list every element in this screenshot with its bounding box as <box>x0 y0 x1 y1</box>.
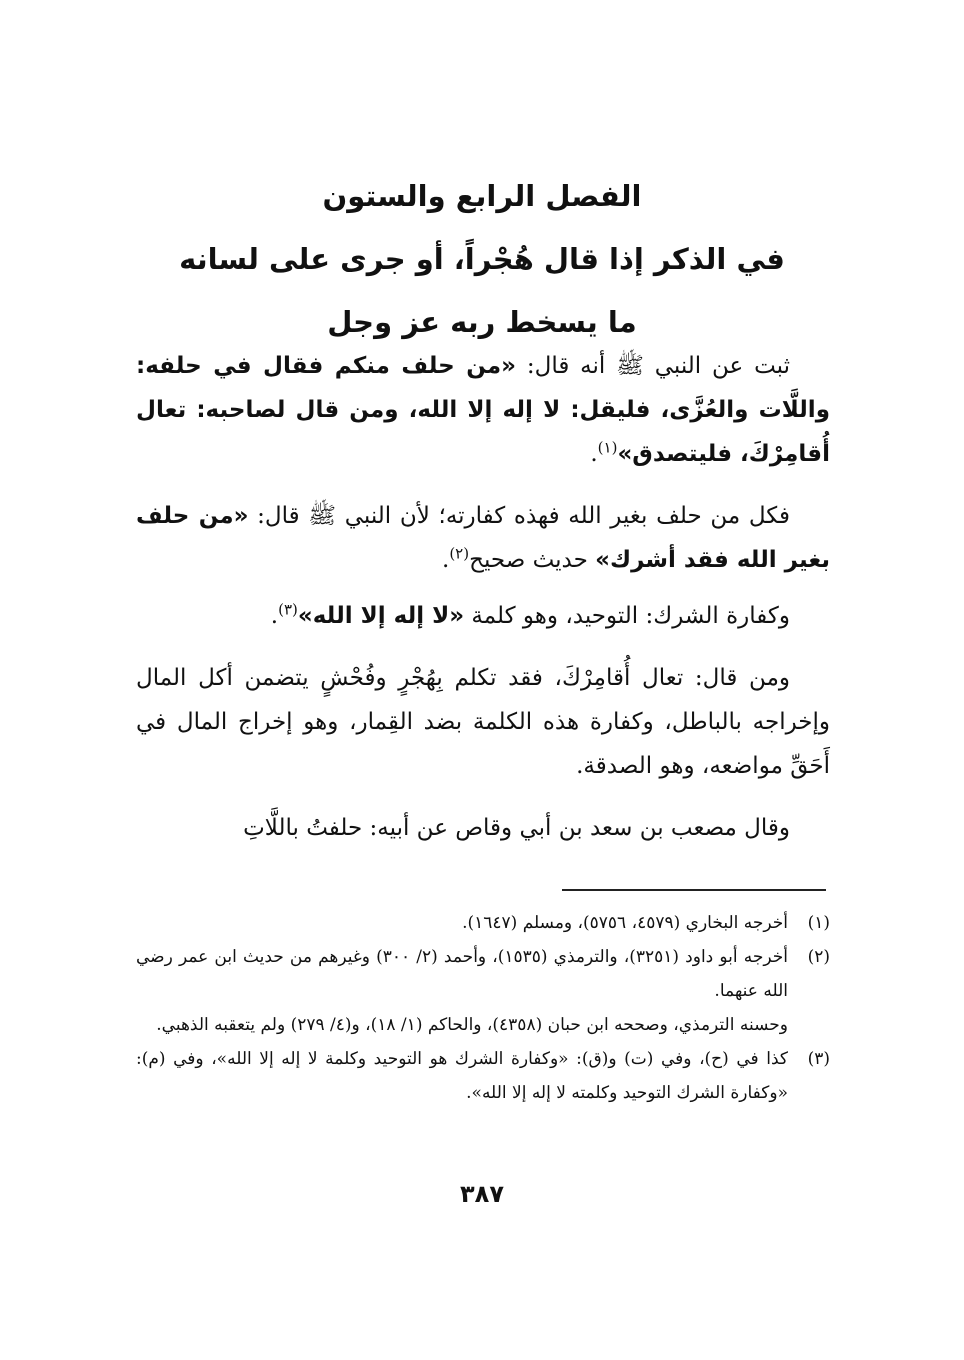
hadith-quote: «لا إله إلا الله» <box>297 603 465 629</box>
footnote-2-continued <box>136 1008 830 1042</box>
paragraph-text: ثبت عن النبي ﷺ أنه قال: <box>516 353 790 379</box>
footnote-3 <box>136 1042 830 1110</box>
paragraph-text: ومن قال: تعال أُقامِرْكَ، فقد تكلم بِهُجْرٍ وفُحْشٍ يتضمن أكل المال وإخراجه بالباطل، وكفارة هذه الكلمة بضد القِمار، وهو إخراج المال في أَحَقِّ مواضعه، وهو الصدقة. <box>136 665 830 779</box>
paragraph-text: وقال مصعب بن سعد بن أبي وقاص عن أبيه: حلفتُ باللَّاتِ <box>243 815 790 841</box>
footnote-text: أخرجه أبو داود (٣٢٥١)، والترمذي (١٥٣٥)، وأحمد (٢/ ٣٠٠) وغيرهم من حديث ابن عمر رضي الله عنهما. <box>136 947 788 1001</box>
footnote-text: أخرجه البخاري (٤٥٧٩، ٥٧٥٦)، ومسلم (١٦٤٧). <box>462 913 788 933</box>
footnote-divider <box>562 889 826 891</box>
body-paragraph-5 <box>136 806 830 850</box>
footnote-1 <box>136 906 830 940</box>
footnote-text: وحسنه الترمذي، وصححه ابن حبان (٤٣٥٨)، والحاكم (١/ ١٨)، و(٤/ ٢٧٩) ولم يتعقبه الذهبي. <box>156 1015 788 1035</box>
paragraph-text: . <box>590 441 598 467</box>
footnote-2 <box>136 940 830 1008</box>
hadith-quote: «من حلف منكم فقال في حلفه: واللَّات والعُزَّى، فليقل: لا إله إلا الله، ومن قال لصاحبه: تعال أُقامِرْكَ، فليتصدق» <box>136 353 830 467</box>
paragraph-text: فكل من حلف بغير الله فهذه كفارته؛ لأن النبي ﷺ قال: <box>248 503 790 529</box>
body-paragraph-1 <box>136 344 830 476</box>
chapter-title-line-2: في الذكر إذا قال هُجْراً، أو جرى على لسانه <box>179 242 785 276</box>
footnote-number: (١) <box>807 913 830 933</box>
footnote-number: (٣) <box>807 1049 830 1069</box>
body-paragraph-3 <box>136 594 830 638</box>
paragraph-text: حديث صحيح <box>469 547 596 573</box>
footnote-ref: (١) <box>597 438 618 457</box>
paragraph-text: . <box>442 547 450 573</box>
paragraph-text: . <box>270 603 279 629</box>
body-paragraph-2 <box>136 494 830 582</box>
paragraph-text: وكفارة الشرك: التوحيد، وهو كلمة <box>464 603 790 629</box>
page-number: ٣٨٧ <box>460 1180 504 1208</box>
hadith-quote: «من حلف بغير الله فقد أشرك» <box>136 503 830 573</box>
chapter-title <box>0 165 964 354</box>
footnote-text: كذا في (ح)، وفي (ت) و(ق): «وكفارة الشرك هو التوحيد وكلمة لا إله إلا الله»، وفي (م): «وكفارة الشرك التوحيد وكلمته لا إله إلا الله». <box>136 1049 788 1103</box>
body-paragraph-4 <box>136 656 830 788</box>
chapter-title-line-1: الفصل الرابع والستون <box>322 179 642 213</box>
chapter-title-line-3: ما يسخط ربه عز وجل <box>327 305 637 339</box>
footnote-ref: (٣) <box>278 600 298 619</box>
footnotes <box>136 906 830 1110</box>
footnote-number: (٢) <box>807 947 830 967</box>
footnote-ref: (٢) <box>449 544 470 563</box>
